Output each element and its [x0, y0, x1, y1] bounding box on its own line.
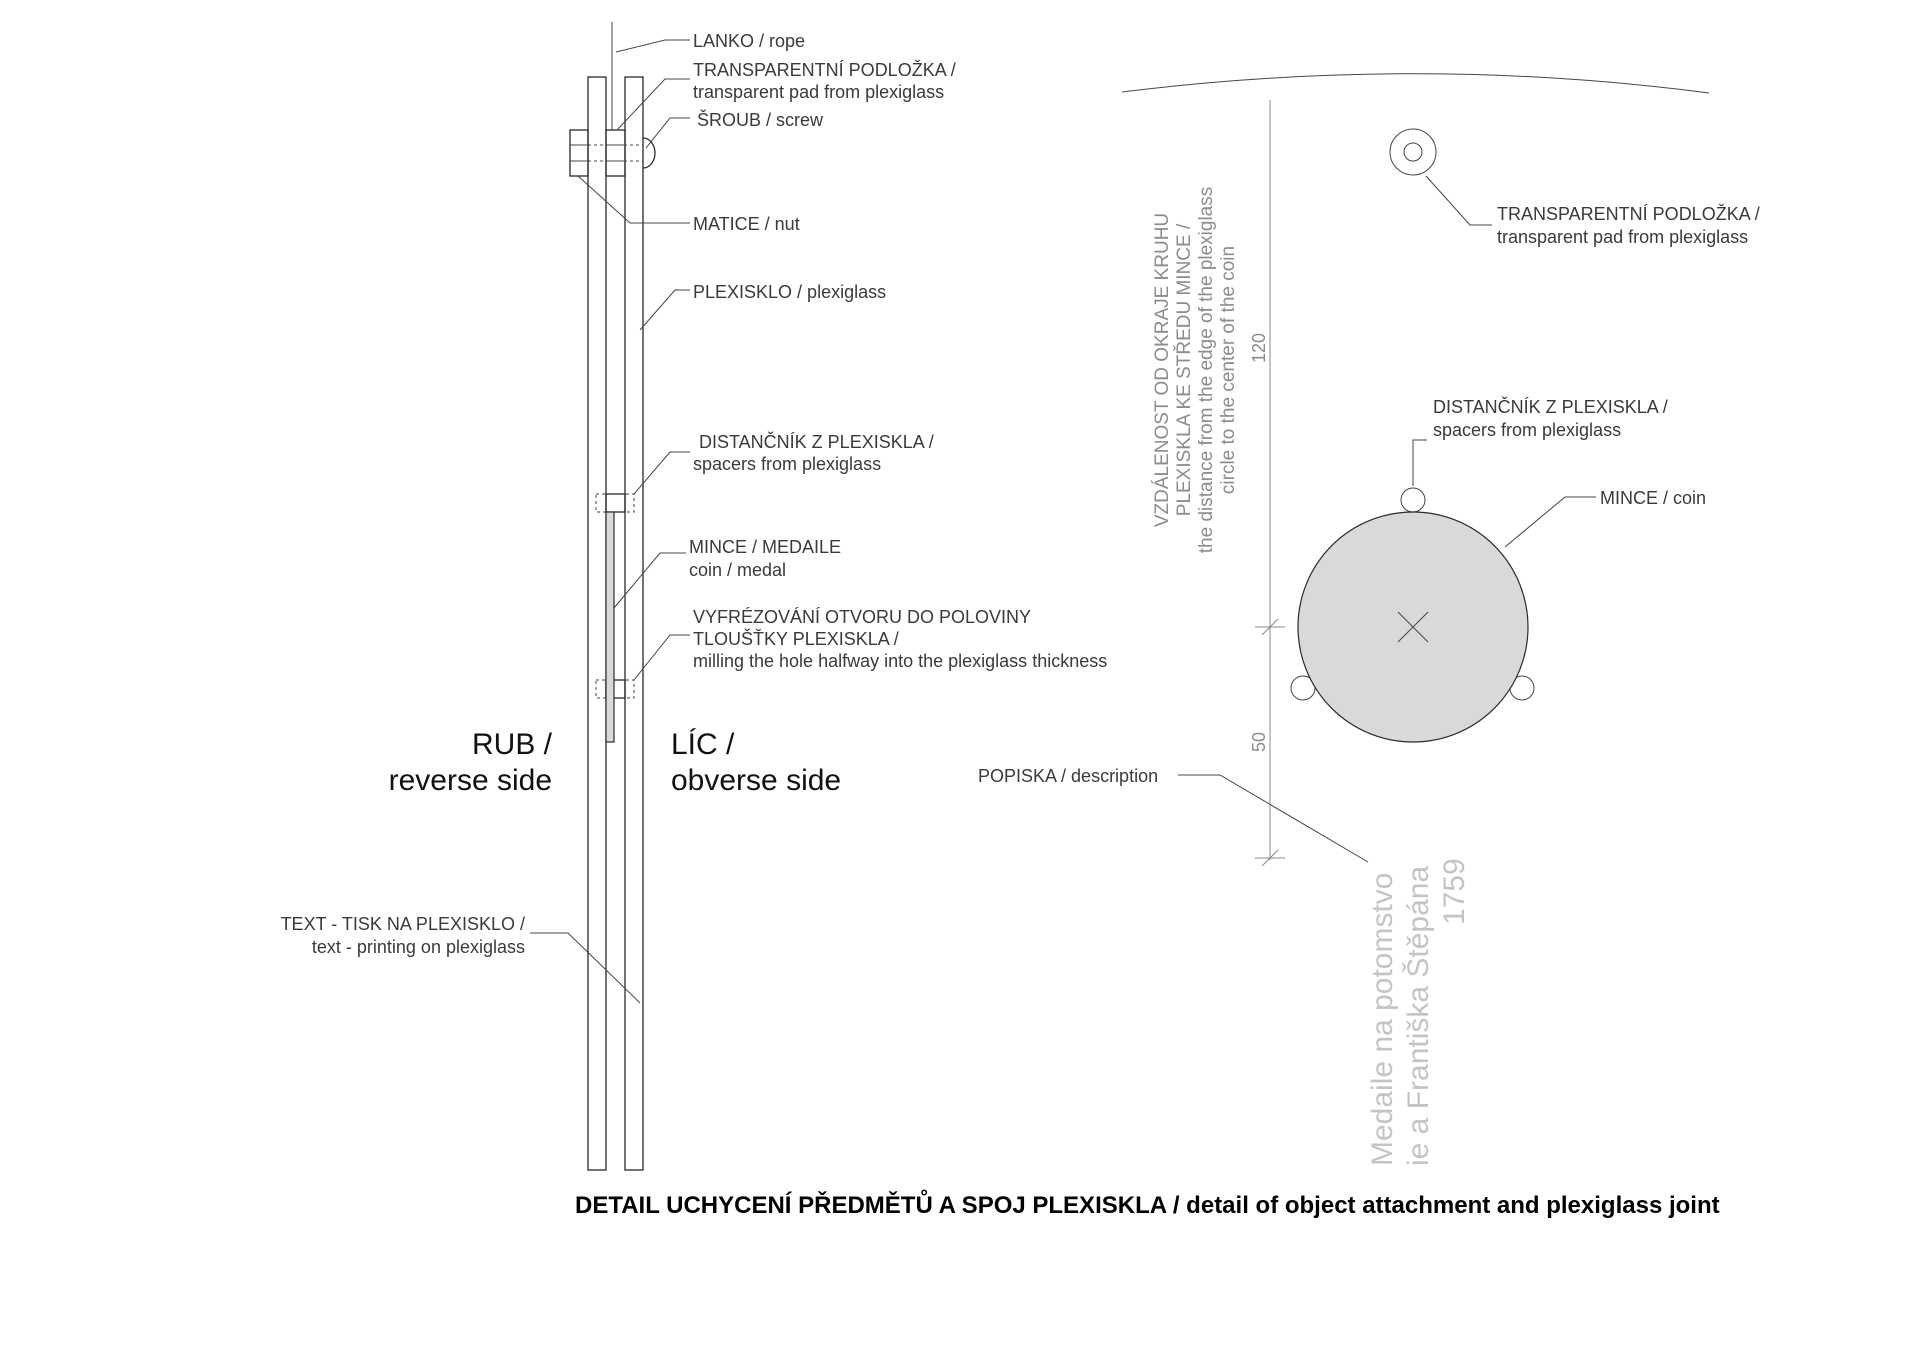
label-pad-cz: TRANSPARENTNÍ PODLOŽKA / — [693, 60, 956, 80]
label-obverse-side: obverse side — [671, 764, 842, 797]
lower-spacer-shape — [596, 680, 634, 698]
sample-line-1: Medaile na potomstvo — [1366, 872, 1399, 1166]
screw-head-shape — [643, 138, 655, 168]
sample-line-2: ie a Františka Štěpána — [1402, 865, 1435, 1166]
upper-spacer-shape — [596, 494, 634, 512]
distance-line-3: the distance from the edge of the plexiglass — [1196, 186, 1217, 554]
label-coin-medal-cz: MINCE / MEDAILE — [689, 537, 842, 557]
distance-line-4: circle to the center of the coin — [1218, 245, 1239, 495]
label-spacers-en: spacers from plexiglass — [693, 454, 882, 474]
label-milling-3: milling the hole halfway into the plexiglass thickness — [693, 651, 1108, 671]
label-pad-en: transparent pad from plexiglass — [693, 82, 945, 102]
label-milling-2: TLOUŠŤKY PLEXISKLA / — [693, 629, 899, 649]
rv-label-spacers-cz: DISTANČNÍK Z PLEXISKLA / — [1433, 397, 1668, 417]
sample-line-3: 1759 — [1438, 858, 1471, 925]
label-spacers-cz: DISTANČNÍK Z PLEXISKLA / — [699, 432, 934, 452]
drawing-title: DETAIL UCHYCENÍ PŘEDMĚTŮ A SPOJ PLEXISKLA / detail of object attachment and plexiglass joint — [575, 1192, 1720, 1219]
rv-label-pad-en: transparent pad from plexiglass — [1497, 227, 1749, 247]
coin-medal-section — [606, 512, 614, 742]
transparent-pad-shape — [606, 130, 625, 176]
distance-line-2: PLEXISKLA KE STŘEDU MINCE / — [1174, 223, 1195, 517]
dim-120: 120 — [1249, 332, 1269, 364]
label-screw: ŠROUB / screw — [697, 110, 824, 130]
sample-description — [1366, 858, 1471, 1166]
label-reverse-side: reverse side — [388, 764, 552, 797]
distance-note — [1152, 187, 1239, 554]
label-rope: LANKO / rope — [693, 31, 806, 51]
label-coin-medal-en: coin / medal — [689, 560, 787, 580]
dim-50: 50 — [1249, 731, 1269, 753]
spacer-top — [1401, 488, 1425, 512]
section-view — [570, 22, 655, 1170]
plexiglass-back-sheet — [588, 77, 606, 1170]
label-nut: MATICE / nut — [693, 214, 800, 234]
plexiglass-front-sheet — [625, 77, 643, 1170]
rv-label-spacers-en: spacers from plexiglass — [1433, 420, 1622, 440]
label-milling-1: VYFRÉZOVÁNÍ OTVORU DO POLOVINY — [693, 607, 1032, 627]
distance-line-1: VZDÁLENOST OD OKRAJE KRUHU — [1152, 212, 1173, 528]
label-text-print-cz: TEXT - TISK NA PLEXISKLO / — [280, 914, 525, 934]
label-rub: RUB / — [471, 728, 552, 761]
label-plexiglass: PLEXISKLO / plexiglass — [693, 282, 887, 302]
label-lic: LÍC / — [671, 728, 735, 761]
plexiglass-edge-arc — [1122, 74, 1709, 93]
rv-label-coin: MINCE / coin — [1600, 488, 1707, 508]
transparent-pad-circle — [1390, 129, 1436, 175]
rv-label-description: POPISKA / description — [978, 766, 1159, 786]
nut-shape — [570, 130, 588, 176]
rv-label-pad-cz: TRANSPARENTNÍ PODLOŽKA / — [1497, 204, 1760, 224]
label-text-print-en: text - printing on plexiglass — [311, 937, 525, 957]
section-labels — [281, 31, 1108, 957]
